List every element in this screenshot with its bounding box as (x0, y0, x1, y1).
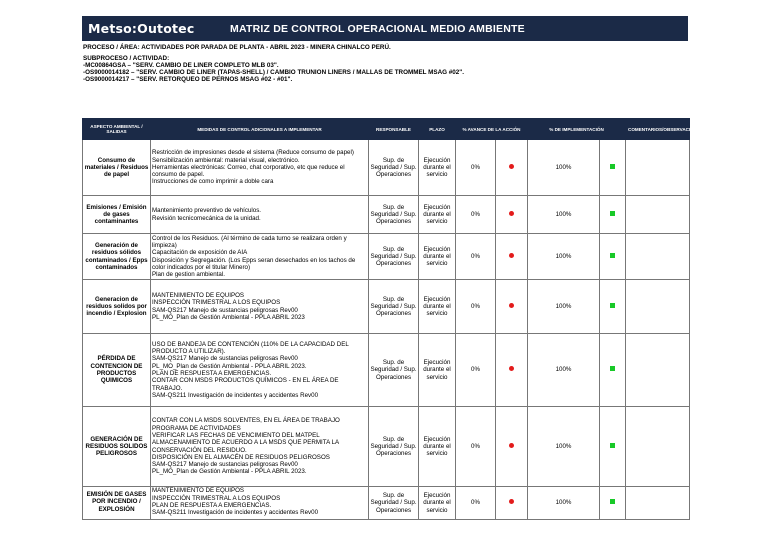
measure-line: Mantenimiento preventivo de vehículos. (152, 207, 262, 215)
subprocess-label: SUBPROCESO / ACTIVIDAD: (83, 55, 170, 62)
deadline-cell: Ejecución durante el servicio (419, 487, 456, 520)
green-square-icon (610, 499, 615, 504)
measure-line: PROGRAMA DE ACTIVIDADES (152, 424, 241, 432)
measures-cell (151, 280, 369, 334)
deadline-cell: Ejecución durante el servicio (419, 334, 456, 407)
measure-line: PLAN DE RESPUESTA A EMERGENCIAS. (152, 502, 272, 509)
implementation-cell: 100% (528, 140, 600, 196)
table-row (83, 280, 690, 334)
comments-cell (626, 487, 690, 520)
col-header-responsible: RESPONSABLE (369, 119, 419, 140)
measure-line: Sensibilización ambiental: material visual, electrónico. (152, 156, 300, 164)
implementation-cell: 100% (528, 280, 600, 334)
activity-line: -OS9000014182 – "SERV. CAMBIO DE LINER (TAPAS-SHELL) / CAMBIO TRUNION LINERS / MALLAS DE TROMMEL MSAG #02". (83, 69, 465, 76)
aspect-cell (83, 487, 151, 520)
col-header-deadline: PLAZO (419, 119, 456, 140)
progress-indicator-cell (496, 234, 528, 280)
deadline-cell: Ejecución durante el servicio (419, 234, 456, 280)
comments-cell (626, 280, 690, 334)
measures-cell (151, 140, 369, 196)
responsible-cell: Sup. de Seguridad / Sup. Operaciones (369, 140, 419, 196)
red-dot-icon (509, 303, 514, 308)
measure-line: SAM-QS211 Investigación de incidentes y accidentes Rev00 (152, 391, 319, 399)
responsible-cell: Sup. de Seguridad / Sup. Operaciones (369, 280, 419, 334)
col-header-comments: COMENTARIOS/OBSERVACIONES (626, 119, 690, 140)
activity-line: -MC00864GSA – "SERV. CAMBIO DE LINER COMPLETO MLB 03". (83, 62, 279, 69)
control-matrix-table (82, 118, 704, 520)
measure-line: VERIFICAR LAS FECHAS DE VENCIMIENTO DEL MATPEL (152, 431, 320, 439)
progress-cell: 0% (456, 334, 496, 407)
measures-cell (151, 196, 369, 234)
table-row (83, 407, 690, 487)
responsible-cell: Sup. de Seguridad / Sup. Operaciones (369, 487, 419, 520)
comments-cell (626, 140, 690, 196)
responsible-cell: Sup. de Seguridad / Sup. Operaciones (369, 234, 419, 280)
progress-cell: 0% (456, 140, 496, 196)
comments-cell (626, 407, 690, 487)
deadline-cell: Ejecución durante el servicio (419, 407, 456, 487)
deadline-cell: Ejecución durante el servicio (419, 196, 456, 234)
measure-line: PLAN DE RESPUESTA A EMERGENCIAS. (152, 370, 272, 377)
implementation-indicator-cell (600, 140, 626, 196)
progress-cell: 0% (456, 234, 496, 280)
aspect-cell: Generacion de residuos solidos por incendio / Explosion (83, 280, 151, 334)
measure-line: INSPECCIÓN TRIMESTRAL A LOS EQUIPOS (152, 494, 281, 502)
col-header-implementation: % DE IMPLEMENTACIÓN (528, 119, 626, 140)
implementation-cell: 100% (528, 334, 600, 407)
red-dot-icon (509, 164, 514, 169)
green-square-icon (610, 303, 615, 308)
measures-cell (151, 487, 369, 520)
measure-line: PL_MO_Plan de Gestión Ambiental - PPLA ABRIL 2023. (152, 362, 307, 370)
activity-line: -OS9000014217 – "SERV. RETORQUEO DE PERNOS MSAG #02 - #01". (83, 76, 293, 83)
progress-cell: 0% (456, 280, 496, 334)
implementation-cell: 100% (528, 196, 600, 234)
green-square-icon (610, 253, 615, 258)
aspect-cell: Emisiones / Emisión de gases contaminantes (83, 196, 151, 234)
document-header (82, 16, 688, 41)
progress-cell: 0% (456, 196, 496, 234)
measure-line: INSPECCIÓN TRIMESTRAL A LOS EQUIPOS (152, 299, 281, 307)
measure-line: MANTENIMIENTO DE EQUIPOS (152, 291, 245, 299)
aspect-text: EMISIÓN DE GASES POR INCENDIO / EXPLOSIÓN (86, 491, 147, 513)
document-title: MATRIZ DE CONTROL OPERACIONAL MEDIO AMBIENTE (230, 23, 525, 35)
measure-line: DISPOSICIÓN EN EL ALMACÉN DE RESIDUOS PELIGROSOS (152, 453, 330, 461)
measure-line: MANTENIMIENTO DE EQUIPOS (152, 487, 245, 495)
measures-cell (151, 407, 369, 487)
green-square-icon (610, 366, 615, 371)
measure-line: Revisión tecnicomecánica de la unidad. (152, 214, 261, 222)
green-square-icon (610, 211, 615, 216)
aspect-cell: PÉRDIDA DE CONTENCION DE PRODUCTOS QUIMICOS (83, 334, 151, 407)
deadline-cell: Ejecución durante el servicio (419, 280, 456, 334)
col-header-measures: MEDIDAS DE CONTROL ADICIONALES A IMPLEMENTAR (151, 119, 369, 140)
measure-line: PL_MO_Plan de Gestión Ambiental - PPLA ABRIL 2023 (152, 313, 305, 321)
measure-line: Capacitación de exposición de AIA (152, 249, 248, 257)
measure-line: Instrucciones de como imprimir a doble cara (152, 178, 274, 186)
table-row (83, 140, 690, 196)
implementation-indicator-cell (600, 280, 626, 334)
progress-cell: 0% (456, 407, 496, 487)
measure-line: SAM-QS217 Manejo de sustancias peligrosas Rev00 (152, 461, 298, 469)
responsible-cell: Sup. de Seguridad / Sup. Operaciones (369, 334, 419, 407)
aspect-cell: Consumo de materiales / Residuos de papel (83, 140, 151, 196)
comments-cell (626, 196, 690, 234)
measure-line: Control de los Residuos. (Al término de cada turno se realizara orden y limpieza) (152, 234, 347, 249)
implementation-cell: 100% (528, 407, 600, 487)
implementation-indicator-cell (600, 407, 626, 487)
measures-cell (151, 334, 369, 407)
progress-cell: 0% (456, 487, 496, 520)
process-area-line: PROCESO / ÁREA: ACTIVIDADES POR PARADA DE PLANTA - ABRIL 2023 - MINERA CHINALCO PERÚ. (83, 44, 391, 51)
comments-cell (626, 334, 690, 407)
measure-line: Herramientas electrónicas: Correo, chat corporativo, etc que reduce el consumo de papel. (152, 163, 345, 179)
measure-line: Disposición y Segregación. (Los Epps seran desechados en los tachos de color indicados por el titular Minero) (152, 256, 356, 271)
measure-line: PL_MO_Plan de Gestión Ambiental - PPLA ABRIL 2023. (152, 468, 307, 476)
responsible-cell: Sup. de Seguridad / Sup. Operaciones (369, 196, 419, 234)
company-logo: Metso:Outotec (88, 21, 195, 36)
measure-line: CONTAR CON LA MSDS SOLVENTES, EN EL ÁREA DE TRABAJO (152, 417, 340, 425)
measure-line: Restricción de impresiones desde el sistema (Reduce consumo de papel) (152, 149, 354, 157)
red-dot-icon (509, 366, 514, 371)
red-dot-icon (509, 443, 514, 448)
measure-line: SAM-QS211 Investigación de incidentes y accidentes Rev00 (152, 509, 319, 517)
measure-line: SAM-QS217 Manejo de sustancias peligrosas Rev00 (152, 306, 298, 314)
implementation-indicator-cell (600, 234, 626, 280)
green-square-icon (610, 164, 615, 169)
implementation-indicator-cell (600, 487, 626, 520)
measure-line: ALMACENAMIENTO DE ACUERDO A LA MSDS QUE PERMITA LA CONSERVACIÓN DEL RESIDUO. (152, 439, 339, 454)
implementation-cell: 100% (528, 234, 600, 280)
red-dot-icon (509, 253, 514, 258)
aspect-cell: GENERACIÓN DE RESIDUOS SOLIDOS PELIGROSOS (83, 407, 151, 487)
comments-cell (626, 234, 690, 280)
measure-line: CONTAR CON MSDS PRODUCTOS QUÍMICOS - EN EL ÁREA DE TRABAJO. (152, 377, 339, 392)
table-header-row (83, 119, 690, 140)
progress-indicator-cell (496, 334, 528, 407)
red-dot-icon (509, 211, 514, 216)
progress-indicator-cell (496, 280, 528, 334)
col-header-aspect: ASPECTO AMBIENTAL / SALIDAS (83, 119, 151, 140)
progress-indicator-cell (496, 487, 528, 520)
measure-line: Plan de gestion ambiental. (152, 271, 225, 279)
implementation-cell: 100% (528, 487, 600, 520)
progress-indicator-cell (496, 196, 528, 234)
measures-cell (151, 234, 369, 280)
measure-line: SAM-QS217 Manejo de sustancias peligrosas Rev00 (152, 355, 298, 363)
red-dot-icon (509, 499, 514, 504)
implementation-indicator-cell (600, 196, 626, 234)
green-square-icon (610, 443, 615, 448)
responsible-cell: Sup. de Seguridad / Sup. Operaciones (369, 407, 419, 487)
table-row (83, 196, 690, 234)
table-row (83, 487, 690, 520)
implementation-indicator-cell (600, 334, 626, 407)
col-header-progress: % AVANCE DE LA ACCIÓN (456, 119, 528, 140)
deadline-cell: Ejecución durante el servicio (419, 140, 456, 196)
progress-indicator-cell (496, 407, 528, 487)
aspect-cell: Generación de residuos sólidos contaminados / Epps contaminados (83, 234, 151, 280)
progress-indicator-cell (496, 140, 528, 196)
table-row (83, 334, 690, 407)
table-row (83, 234, 690, 280)
measure-line: USO DE BANDEJA DE CONTENCIÓN (110% DE LA CAPACIDAD DEL PRODUCTO A UTILIZAR). (152, 340, 349, 356)
